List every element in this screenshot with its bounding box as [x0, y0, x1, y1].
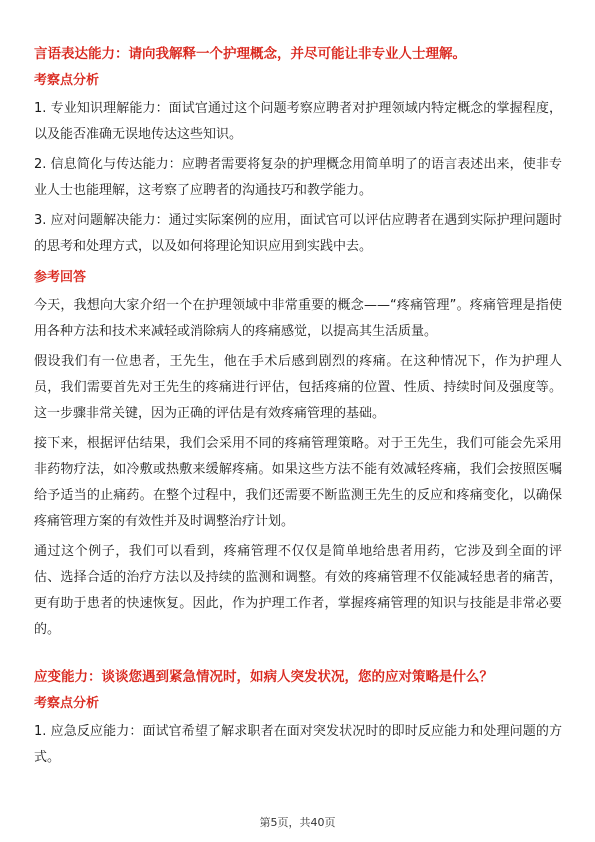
q1-analysis-point-3: 3. 应对问题解决能力：通过实际案例的应用，面试官可以评估应聘者在遇到实际护理问题时的思考和处理方式，以及如何将理论知识应用到实践中去。: [34, 213, 562, 254]
q1-answer-para-2: 假设我们有一位患者，王先生，他在手术后感到剧烈的疼痛。在这种情况下，作为护理人员，我们需要首先对王先生的疼痛进行评估，包括疼痛的位置、性质、持续时间及强度等。这一步骤非常关键，因为正确的评估是有效疼痛管理的基础。: [34, 354, 562, 421]
page-number: 第5页，共40页: [259, 816, 336, 829]
question-1-title: 言语表达能力：请向我解释一个护理概念，并尽可能让非专业人士理解。: [34, 46, 466, 62]
document-page: [34, 44, 562, 775]
q2-analysis-heading: 考察点分析: [34, 696, 100, 711]
q1-answer-para-1: 今天，我想向大家介绍一个在护理领域中非常重要的概念——“疼痛管理”。疼痛管理是指使用各种方法和技术来减轻或消除病人的疼痛感觉，以提高其生活质量。: [34, 298, 562, 339]
q1-analysis-heading: 考察点分析: [34, 73, 100, 88]
q1-answer-heading: 参考回答: [34, 270, 87, 285]
q1-analysis-point-1: 1. 专业知识理解能力：面试官通过这个问题考察应聘者对护理领域内特定概念的掌握程度，以及能否准确无误地传达这些知识。: [34, 101, 562, 142]
q1-answer-para-3: 接下来，根据评估结果，我们会采用不同的疼痛管理策略。对于王先生，我们可能会先采用非药物疗法，如冷敷或热敷来缓解疼痛。如果这些方法不能有效减轻疼痛，我们会按照医嘱给予适当的止痛药。在整个过程中，我们还需要不断监测王先生的反应和疼痛变化，以确保疼痛管理方案的有效性并及时调整治疗计划。: [34, 436, 562, 529]
q1-answer-para-4: 通过这个例子，我们可以看到，疼痛管理不仅仅是简单地给患者用药，它涉及到全面的评估、选择合适的治疗方法以及持续的监测和调整。有效的疼痛管理不仅能减轻患者的痛苦，更有助于患者的快速恢复。因此，作为护理工作者，掌握疼痛管理的知识与技能是非常必要的。: [34, 544, 562, 637]
q1-analysis-point-2: 2. 信息简化与传达能力：应聘者需要将复杂的护理概念用简单明了的语言表述出来，使非专业人士也能理解，这考察了应聘者的沟通技巧和教学能力。: [34, 157, 562, 198]
question-2-title: 应变能力：谈谈您遇到紧急情况时，如病人突发状况，您的应对策略是什么？: [34, 669, 493, 685]
q2-analysis-point-1: 1. 应急反应能力：面试官希望了解求职者在面对突发状况时的即时反应能力和处理问题的方式。: [34, 724, 562, 765]
